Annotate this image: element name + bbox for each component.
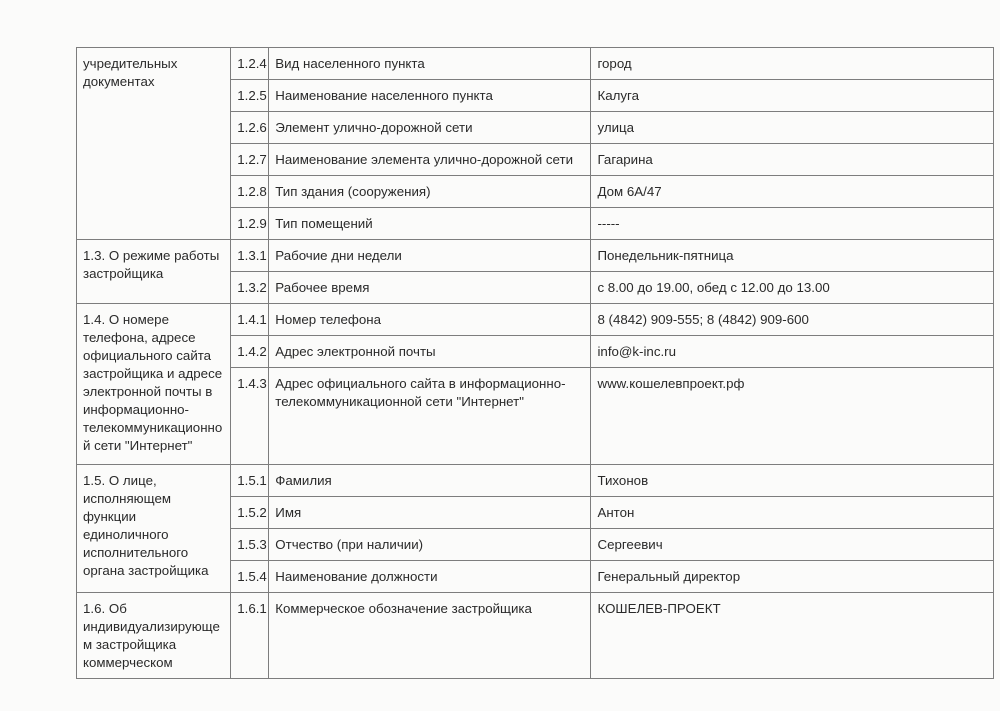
section-title-1-4: 1.4. О номере телефона, адресе официального сайта застройщика и адресе электронной почты в информационно-телекоммуникационно й сети "Интернет" (77, 304, 231, 465)
row-number: 1.2.6 (231, 112, 269, 144)
row-value: Антон (591, 497, 994, 529)
row-label: Адрес официального сайта в информационно-телекоммуникационной сети "Интернет" (269, 368, 591, 465)
row-value: КОШЕЛЕВ-ПРОЕКТ (591, 593, 994, 679)
row-number: 1.4.1 (231, 304, 269, 336)
row-number: 1.5.2 (231, 497, 269, 529)
row-value: Калуга (591, 80, 994, 112)
row-number: 1.2.5 (231, 80, 269, 112)
table-row (77, 304, 994, 336)
row-number: 1.4.2 (231, 336, 269, 368)
table-row (77, 465, 994, 497)
section-title-1-6: 1.6. Об индивидуализирующе м застройщика коммерческом (77, 593, 231, 679)
row-label: Наименование элемента улично-дорожной сети (269, 144, 591, 176)
row-number: 1.3.2 (231, 272, 269, 304)
row-number: 1.5.4 (231, 561, 269, 593)
row-number: 1.3.1 (231, 240, 269, 272)
row-label: Вид населенного пункта (269, 48, 591, 80)
row-label: Адрес электронной почты (269, 336, 591, 368)
row-value: Дом 6А/47 (591, 176, 994, 208)
row-value: улица (591, 112, 994, 144)
section-title-1-2: учредительных документах (77, 48, 231, 240)
row-number: 1.4.3 (231, 368, 269, 465)
table-row (77, 593, 994, 679)
row-label: Наименование населенного пункта (269, 80, 591, 112)
row-label: Имя (269, 497, 591, 529)
row-value: с 8.00 до 19.00, обед с 12.00 до 13.00 (591, 272, 994, 304)
row-label: Отчество (при наличии) (269, 529, 591, 561)
row-label: Номер телефона (269, 304, 591, 336)
row-value: Гагарина (591, 144, 994, 176)
row-label: Тип помещений (269, 208, 591, 240)
row-number: 1.6.1 (231, 593, 269, 679)
row-number: 1.2.9 (231, 208, 269, 240)
row-value: Тихонов (591, 465, 994, 497)
row-number: 1.2.8 (231, 176, 269, 208)
row-value: Сергеевич (591, 529, 994, 561)
row-value: Генеральный директор (591, 561, 994, 593)
row-value: Понедельник-пятница (591, 240, 994, 272)
row-number: 1.2.7 (231, 144, 269, 176)
row-number: 1.5.3 (231, 529, 269, 561)
row-label: Наименование должности (269, 561, 591, 593)
row-label: Коммерческое обозначение застройщика (269, 593, 591, 679)
row-number: 1.5.1 (231, 465, 269, 497)
row-value: город (591, 48, 994, 80)
row-value: www.кошелевпроект.рф (591, 368, 994, 465)
section-title-1-3: 1.3. О режиме работы застройщика (77, 240, 231, 304)
row-label: Тип здания (сооружения) (269, 176, 591, 208)
row-value: ----- (591, 208, 994, 240)
table-row (77, 48, 994, 80)
row-label: Рабочее время (269, 272, 591, 304)
row-value: 8 (4842) 909-555; 8 (4842) 909-600 (591, 304, 994, 336)
row-label: Элемент улично-дорожной сети (269, 112, 591, 144)
row-label: Рабочие дни недели (269, 240, 591, 272)
developer-info-table (76, 47, 994, 679)
row-value: info@k-inc.ru (591, 336, 994, 368)
table-row (77, 240, 994, 272)
row-label: Фамилия (269, 465, 591, 497)
section-title-1-5: 1.5. О лице, исполняющем функции единоличного исполнительного органа застройщика (77, 465, 231, 593)
row-number: 1.2.4 (231, 48, 269, 80)
